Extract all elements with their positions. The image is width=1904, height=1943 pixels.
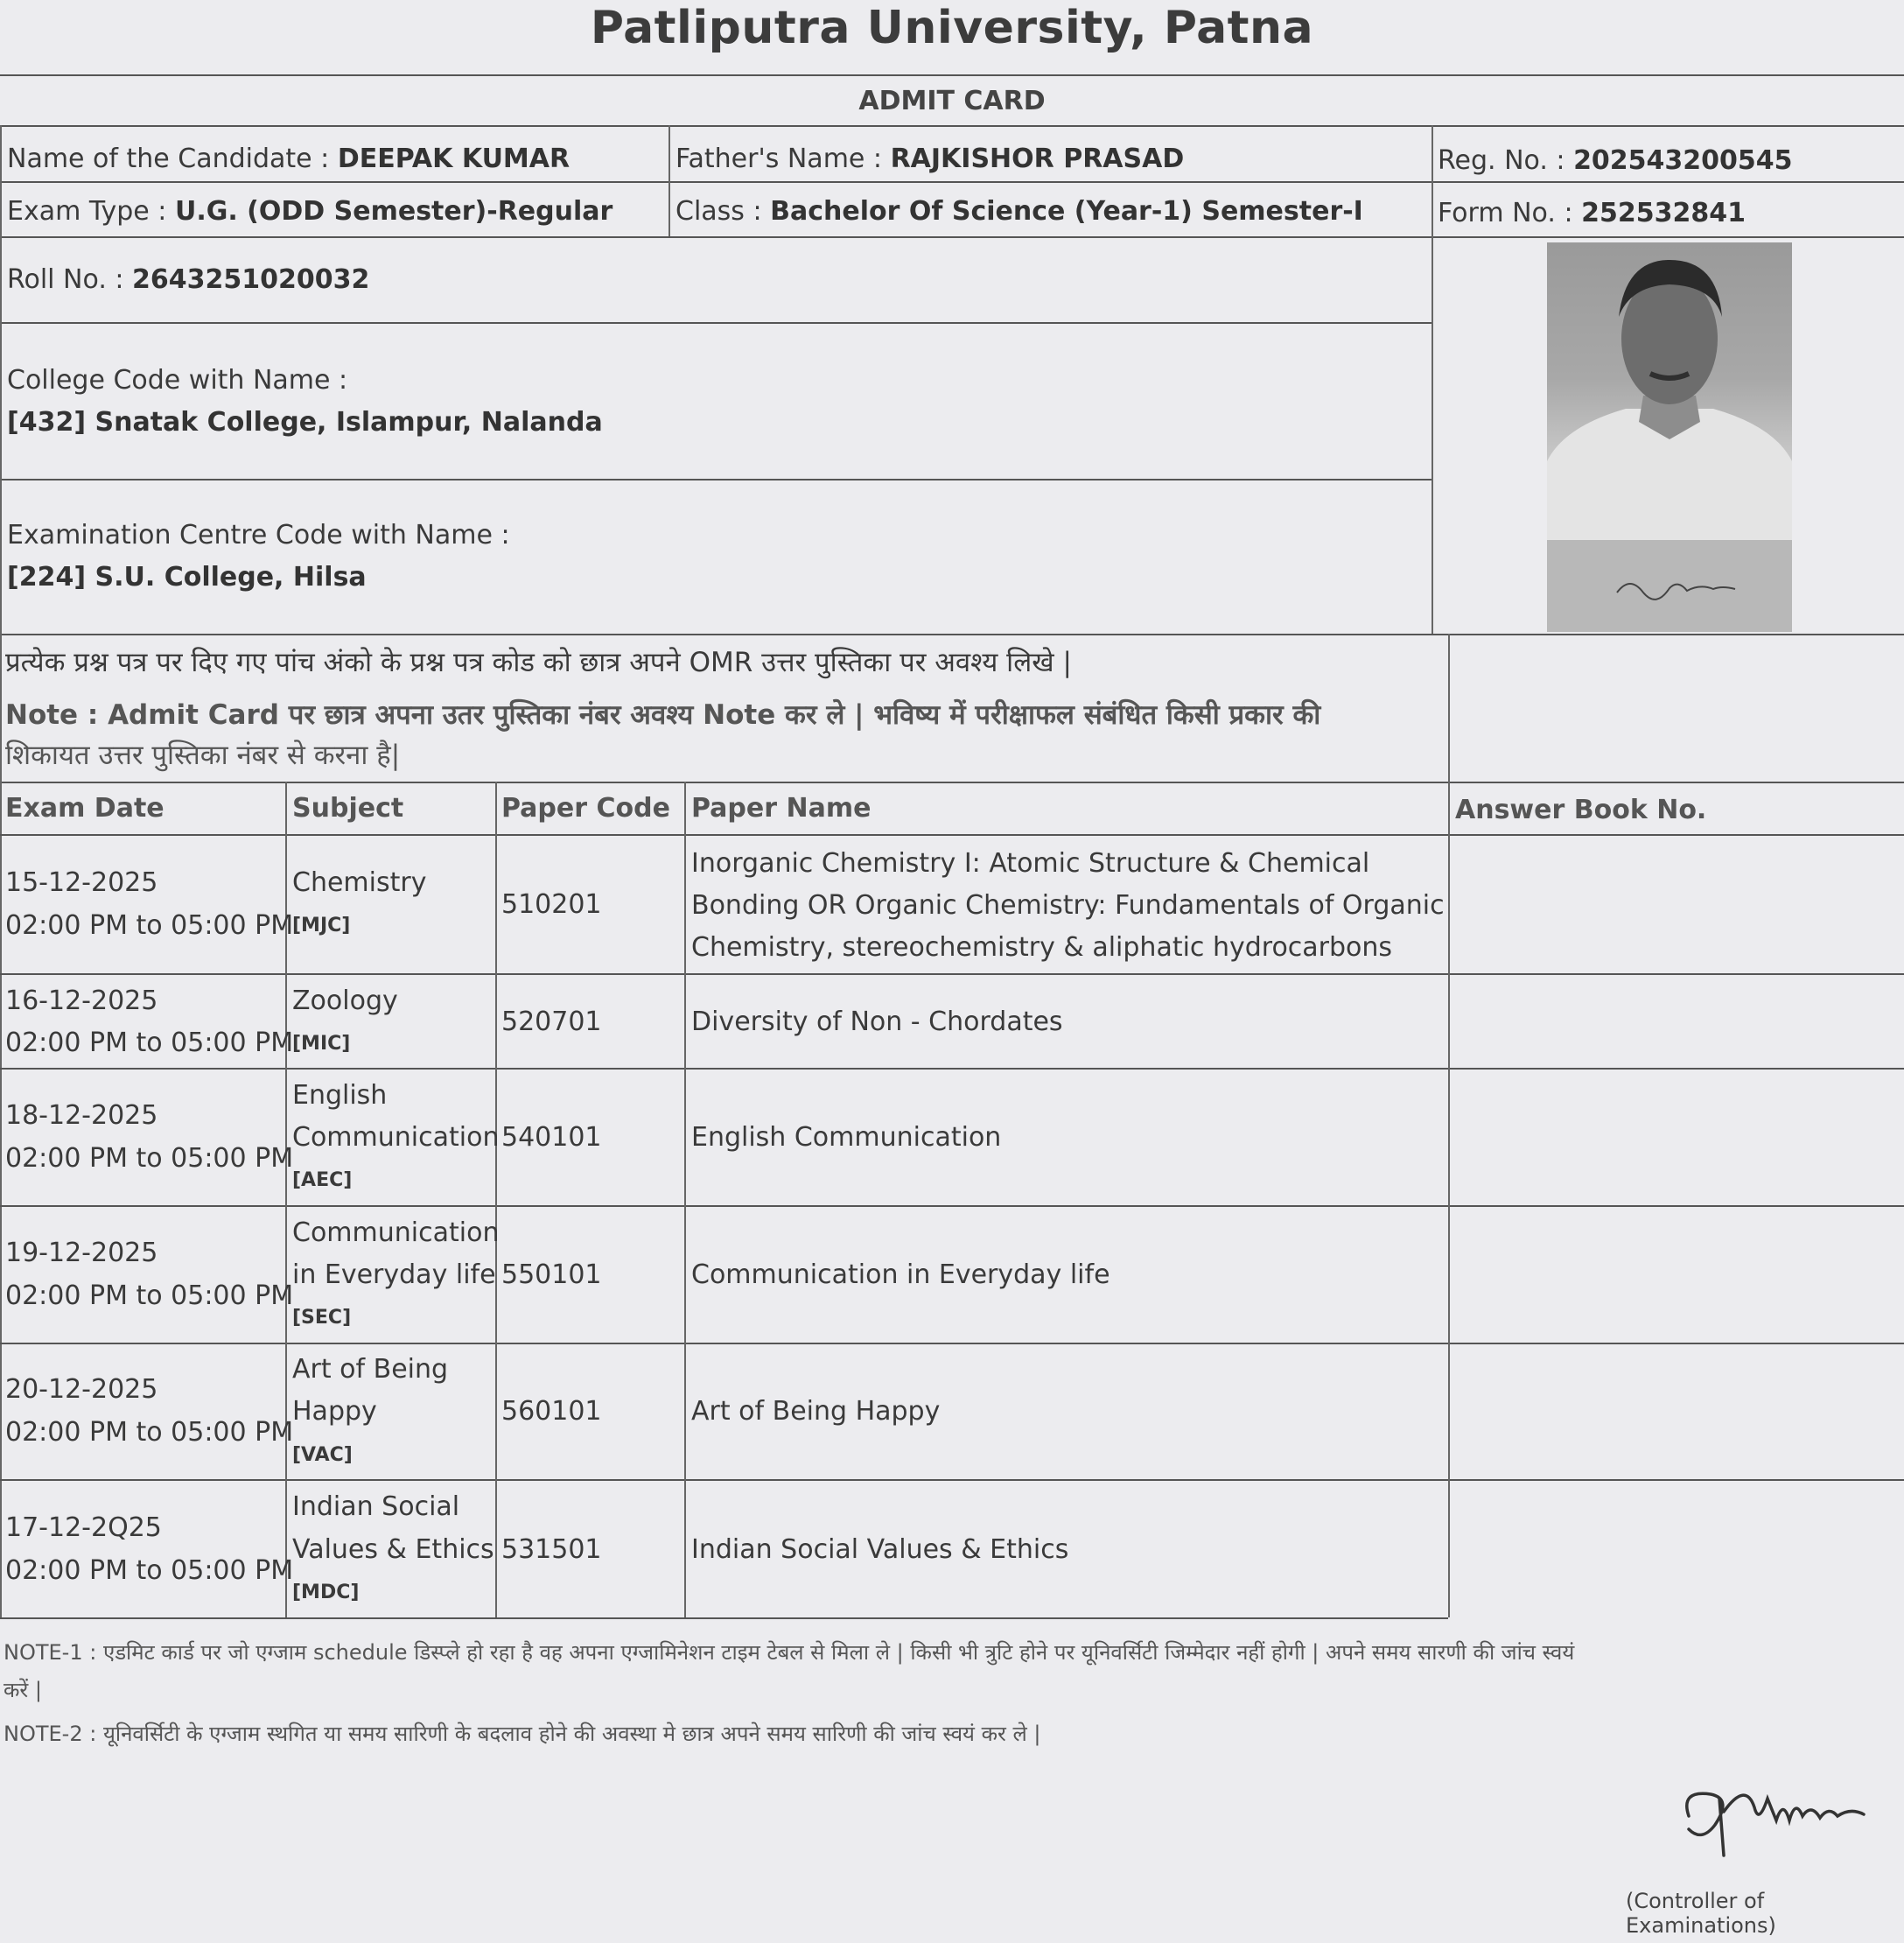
exam-date: 20-12-2025 [5,1374,158,1405]
note-1-line-1: NOTE-1 : एडमिट कार्ड पर जो एग्जाम schedule डिस्प्ले हो रहा है वह अपना एग्जामिनेशन टाइम टेबल से मिला ले | किसी भी त्रुटि होने पर यूनिवर्सिटी जिम्मेदार नहीं होगी | अपने समय सारणी की जांच स्वयं [4,1640,1575,1665]
note-line-1: Note : Admit Card पर छात्र अपना उतर पुस्तिका नंबर अवश्य Note कर ले | भविष्य में परीक्षाफल संबंधित किसी प्रकार की [5,699,1321,731]
subject-line: Indian Social [292,1491,460,1522]
form-no-field: Form No. : 252532841 [1438,198,1746,228]
class-name: Bachelor Of Science (Year-1) Semester-I [770,196,1363,227]
person-silhouette-icon [1547,242,1792,540]
header-paper-code: Paper Code [501,793,670,824]
subject-line: in Everyday life [292,1259,496,1290]
header-paper-name: Paper Name [691,793,872,824]
reg-no-field: Reg. No. : 202543200545 [1438,145,1793,176]
instruction-omr: प्रत्येक प्रश्न पत्र पर दिए गए पांच अंको के प्रश्न पत्र कोड को छात्र अपने OMR उत्तर पुस्तिका पर अवश्य लिखे | [5,647,1072,678]
note-2: NOTE-2 : यूनिवर्सिटी के एग्जाम स्थगित या समय सारिणी के बदलाव होने की अवस्था मे छात्र अपने समय सारिणी की जांच स्वयं कर ले | [4,1722,1041,1746]
candidate-signature-strip [1547,540,1792,632]
exam-date: 18-12-2025 [5,1100,158,1131]
university-title: Patliputra University, Patna [590,2,1314,54]
paper-name-line: Indian Social Values & Ethics [691,1534,1069,1565]
exam-date: 15-12-2025 [5,867,158,898]
subject-line: Happy [292,1396,377,1427]
paper-name-line: Art of Being Happy [691,1396,941,1427]
controller-signature [1671,1772,1890,1860]
exam-time: 02:00 PM to 05:00 PM [5,1280,294,1311]
roll-no: 2643251020032 [132,264,370,295]
centre-label: Examination Centre Code with Name : [7,520,510,551]
exam-type-field: Exam Type : U.G. (ODD Semester)-Regular [7,196,613,227]
college-name: [432] Snatak College, Islampur, Nalanda [7,407,603,438]
centre-name: [224] S.U. College, Hilsa [7,562,367,593]
exam-time: 02:00 PM to 05:00 PM [5,1028,294,1058]
divider [0,125,1904,127]
controller-title: (Controller of Examinations) [1626,1889,1776,1938]
paper-code: 510201 [501,889,602,920]
subject-tag: [SEC] [292,1307,352,1329]
candidate-name: DEEPAK KUMAR [337,144,570,174]
exam-time: 02:00 PM to 05:00 PM [5,910,294,941]
note-1-line-2: करें | [4,1678,42,1702]
subject-line: Communication [292,1122,500,1153]
paper-code: 560101 [501,1396,602,1427]
subject-line: Art of Being [292,1354,449,1385]
college-label: College Code with Name : [7,365,348,396]
signature-icon [1671,1772,1890,1860]
header-subject: Subject [292,793,404,824]
father-name-field: Father's Name : RAJKISHOR PRASAD [676,144,1185,174]
subject-line: Communication [292,1217,500,1248]
paper-code: 540101 [501,1122,602,1153]
admit-card-title: ADMIT CARD [858,86,1046,116]
class-field: Class : Bachelor Of Science (Year-1) Semester-I [676,196,1363,227]
roll-no-field: Roll No. : 2643251020032 [7,264,370,295]
note-line-2: शिकायत उत्तर पुस्तिका नंबर से करना है| [5,740,401,771]
header-exam-date: Exam Date [5,793,164,824]
subject-line: English [292,1080,388,1111]
subject-tag: [VAC] [292,1444,353,1466]
paper-name-line: Bonding OR Organic Chemistry: Fundamentals of Organic [691,890,1445,921]
form-no: 252532841 [1581,198,1746,228]
exam-date: 19-12-2025 [5,1238,158,1268]
subject-tag: [MDC] [292,1582,360,1603]
paper-name-line: Inorganic Chemistry I: Atomic Structure & Chemical [691,848,1370,879]
paper-name-line: Chemistry, stereochemistry & aliphatic hydrocarbons [691,932,1393,963]
candidate-signature [1547,540,1792,632]
subject-line: Chemistry [292,867,427,898]
paper-code: 531501 [501,1534,602,1565]
paper-name-line: English Communication [691,1122,1002,1153]
paper-name-line: Diversity of Non - Chordates [691,1007,1063,1037]
subject-tag: [AEC] [292,1169,353,1191]
father-name: RAJKISHOR PRASAD [890,144,1185,174]
exam-type: U.G. (ODD Semester)-Regular [174,196,613,227]
paper-code: 550101 [501,1259,602,1290]
subject-line: Zoology [292,986,398,1016]
subject-tag: [MJC] [292,915,351,936]
exam-date: 17-12-2Q25 [5,1512,162,1543]
paper-code: 520701 [501,1007,602,1037]
subject-tag: [MIC] [292,1033,351,1055]
exam-time: 02:00 PM to 05:00 PM [5,1555,294,1586]
paper-name-line: Communication in Everyday life [691,1259,1110,1290]
divider [0,74,1904,76]
header-answer-book: Answer Book No. [1455,795,1707,825]
exam-time: 02:00 PM to 05:00 PM [5,1417,294,1448]
candidate-name-field: Name of the Candidate : DEEPAK KUMAR [7,144,570,174]
exam-date: 16-12-2025 [5,986,158,1016]
subject-line: Values & Ethics [292,1534,494,1565]
reg-no: 202543200545 [1573,145,1793,176]
exam-time: 02:00 PM to 05:00 PM [5,1143,294,1174]
